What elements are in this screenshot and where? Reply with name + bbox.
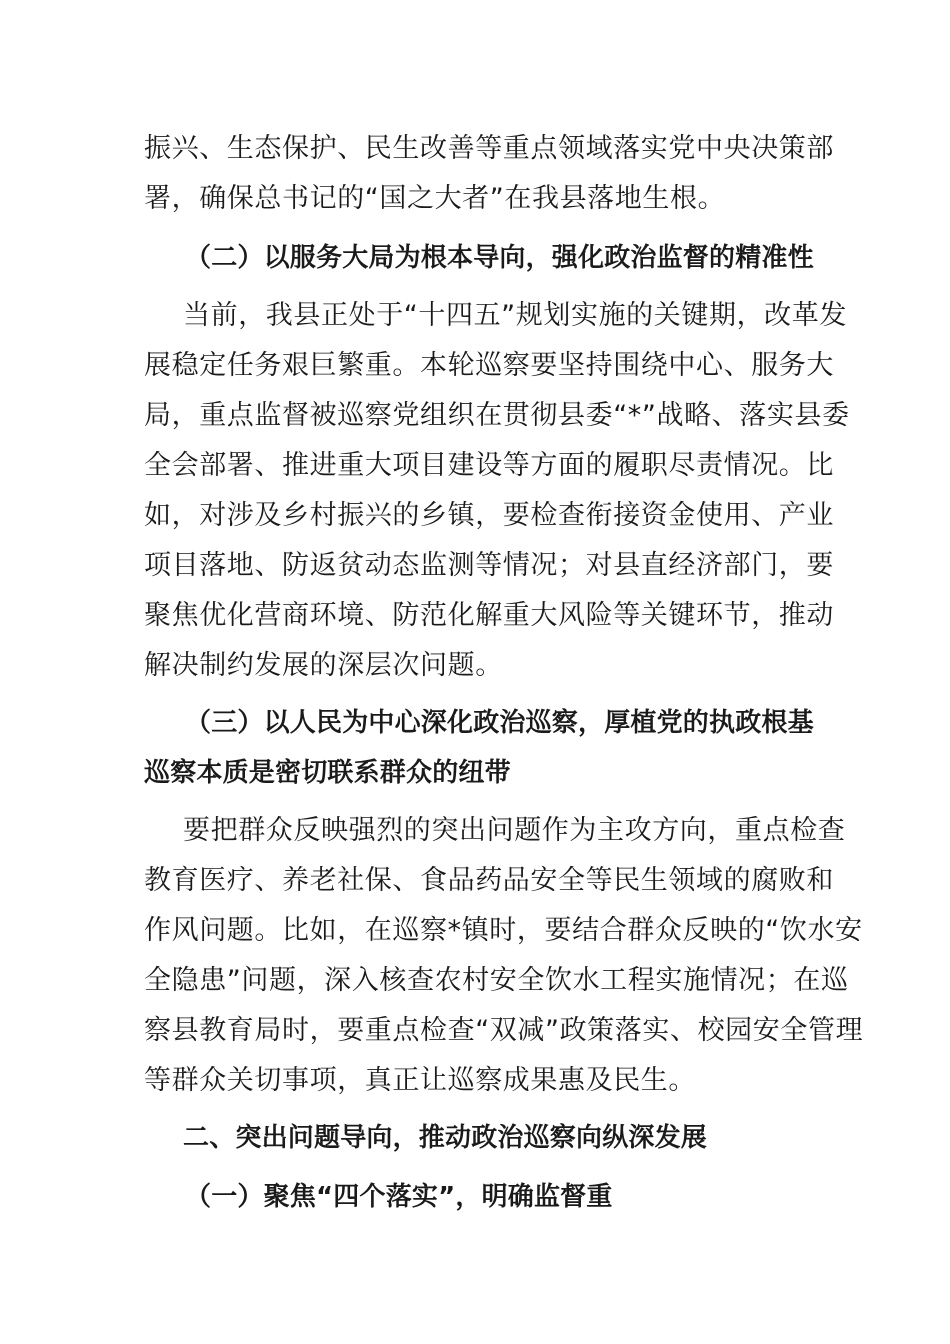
body-text-line: 教育医疗、养老社保、食品药品安全等民生领域的腐败和 — [144, 865, 834, 896]
body-text-line: 振兴、生态保护、民生改善等重点领域落实党中央决策部 — [144, 133, 834, 164]
body-text-line: 如，对涉及乡村振兴的乡镇，要检查衔接资金使用、产业 — [144, 500, 834, 531]
body-text-line: 局，重点监督被巡察党组织在贯彻县委“*”战略、落实县委 — [144, 400, 850, 431]
body-text-line: 察县教育局时，要重点检查“双减”政策落实、校园安全管理 — [144, 1015, 864, 1046]
body-text-line: 项目落地、防返贫动态监测等情况；对县直经济部门，要 — [144, 550, 834, 581]
body-text-line: 等群众关切事项，真正让巡察成果惠及民生。 — [144, 1065, 696, 1096]
section-heading-1: （一）聚焦“四个落实”，明确监督重 — [185, 1182, 613, 1212]
section-heading-3-continued: 巡察本质是密切联系群众的纽带 — [144, 758, 511, 788]
section-heading-3: （三）以人民为中心深化政治巡察，厚植党的执政根基 — [185, 708, 814, 738]
body-text-line: 作风问题。比如，在巡察*镇时，要结合群众反映的“饮水安 — [144, 915, 863, 946]
body-text-line: 展稳定任务艰巨繁重。本轮巡察要坚持围绕中心、服务大 — [144, 350, 834, 381]
body-text-line: 解决制约发展的深层次问题。 — [144, 650, 503, 681]
section-heading-2: （二）以服务大局为根本导向，强化政治监督的精准性 — [185, 243, 814, 273]
chapter-heading: 二、突出问题导向，推动政治巡察向纵深发展 — [183, 1123, 708, 1153]
body-text-line: 全隐患”问题，深入核查农村安全饮水工程实施情况；在巡 — [144, 965, 849, 996]
body-text-line: 聚焦优化营商环境、防范化解重大风险等关键环节，推动 — [144, 600, 834, 631]
paragraph-first-line: 当前，我县正处于“十四五”规划实施的关键期，改革发 — [183, 300, 847, 331]
paragraph-first-line: 要把群众反映强烈的突出问题作为主攻方向，重点检查 — [183, 815, 846, 846]
body-text-line: 署，确保总书记的“国之大者”在我县落地生根。 — [144, 183, 726, 214]
body-text-line: 全会部署、推进重大项目建设等方面的履职尽责情况。比 — [144, 450, 834, 481]
